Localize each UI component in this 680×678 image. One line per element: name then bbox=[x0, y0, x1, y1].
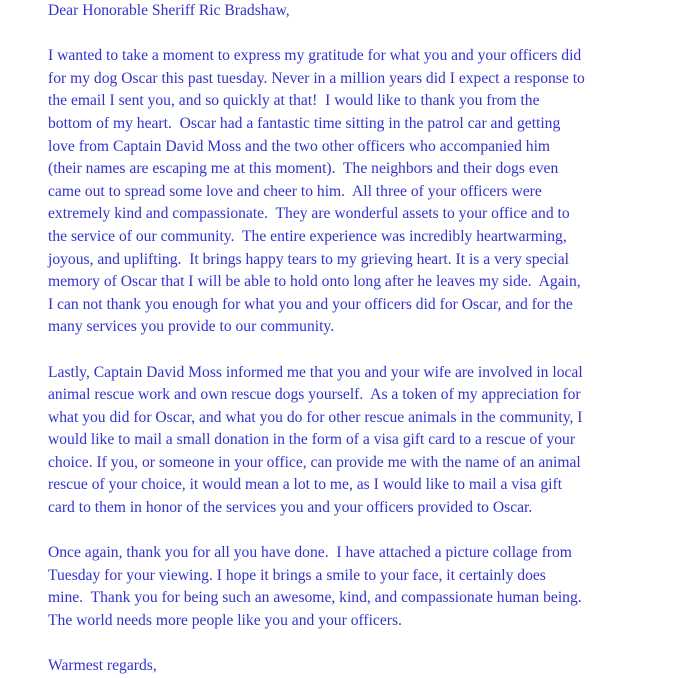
paragraph-gap bbox=[48, 23, 673, 46]
letter-body bbox=[48, 0, 673, 678]
text-line: I wanted to take a moment to express my gratitude for what you and your officers did bbox=[48, 47, 582, 65]
text-line: joyous, and uplifting. It brings happy tears to my grieving heart. It is a very special bbox=[48, 250, 569, 268]
text-line: Lastly, Captain David Moss informed me that you and your wife are involved in local bbox=[48, 363, 583, 381]
text-line: I can not thank you enough for what you and your officers did for Oscar, and for the bbox=[48, 295, 573, 313]
paragraph-donation bbox=[48, 362, 673, 520]
text-line: Tuesday for your viewing. I hope it brings a smile to your face, it certainly does bbox=[48, 566, 546, 584]
text-line: the service of our community. The entire experience was incredibly heartwarming, bbox=[48, 227, 567, 245]
text-line: The world needs more people like you and your officers. bbox=[48, 612, 402, 630]
text-line: for my dog Oscar this past tuesday. Never in a million years did I expect a response to bbox=[48, 69, 585, 87]
paragraph-gratitude bbox=[48, 45, 673, 339]
text-line: card to them in honor of the services you and your officers provided to Oscar. bbox=[48, 499, 533, 517]
text-line: extremely kind and compassionate. They are wonderful assets to your office and to bbox=[48, 205, 570, 223]
text-line: many services you provide to our community. bbox=[48, 318, 335, 336]
text-line: bottom of my heart. Oscar had a fantastic time sitting in the patrol car and getting bbox=[48, 114, 561, 132]
signature-cutoff-fragment bbox=[200, 551, 218, 559]
text-line: memory of Oscar that I will be able to hold onto long after he leaves my side. Again, bbox=[48, 273, 581, 291]
paragraph-gap bbox=[48, 633, 673, 656]
text-line: Once again, thank you for all you have done. I have attached a picture collage from bbox=[48, 544, 572, 562]
text-line: the email I sent you, and so quickly at that! I would like to thank you from the bbox=[48, 92, 540, 110]
salutation: Dear Honorable Sheriff Ric Bradshaw, bbox=[48, 2, 290, 19]
text-line: choice. If you, or someone in your office, can provide me with the name of an animal bbox=[48, 453, 581, 471]
text-line: what you did for Oscar, and what you do for other rescue animals in the community, I bbox=[48, 408, 583, 426]
text-line: love from Captain David Moss and the two other officers who accompanied him bbox=[48, 137, 551, 155]
paragraph-thanks bbox=[48, 542, 673, 632]
text-line: would like to mail a small donation in the form of a visa gift card to a rescue of your bbox=[48, 431, 576, 449]
text-line: mine. Thank you for being such an awesome, kind, and compassionate human being. bbox=[48, 589, 582, 607]
closing: Warmest regards, bbox=[48, 657, 157, 675]
text-line: rescue of your choice, it would mean a lot to me, as I would like to mail a visa gift bbox=[48, 476, 563, 494]
text-line: came out to spread some love and cheer to him. All three of your officers were bbox=[48, 182, 542, 200]
text-line: (their names are escaping me at this moment). The neighbors and their dogs even bbox=[48, 160, 559, 178]
paragraph-gap bbox=[48, 339, 673, 362]
text-line: animal rescue work and own rescue dogs yourself. As a token of my appreciation for bbox=[48, 386, 581, 404]
paragraph-gap bbox=[48, 520, 673, 543]
